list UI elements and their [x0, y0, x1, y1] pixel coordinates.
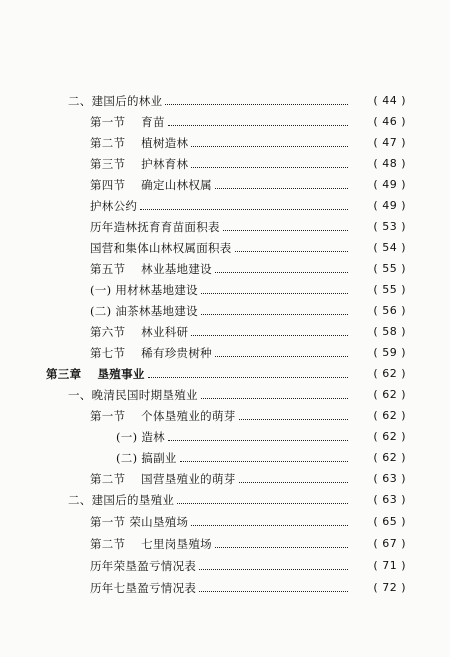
toc-entry-page: ( 58 )	[373, 325, 406, 338]
dot-leader	[191, 524, 348, 526]
toc-entry-label: 第一节 个体垦殖业的萌芽	[90, 409, 236, 423]
toc-entry-label: 历年造林抚育育苗面积表	[90, 220, 220, 234]
toc-entry-page: ( 55 )	[373, 283, 406, 296]
dot-leader	[215, 187, 348, 189]
toc-entry-page: ( 71 )	[373, 559, 406, 572]
toc-entry-label: 历年荣垦盈亏情况表	[90, 559, 197, 573]
toc-entry-page: ( 63 )	[373, 472, 406, 485]
toc-entry-label: 第六节 林业科研	[90, 325, 189, 339]
toc-entry	[0, 406, 450, 426]
dot-leader	[180, 460, 348, 462]
dot-leader	[215, 546, 348, 548]
dot-leader	[201, 397, 348, 399]
toc-entry-label: 历年七垦盈亏情况表	[90, 581, 197, 595]
dot-leader	[177, 502, 348, 504]
toc-entry	[0, 512, 450, 532]
toc-entry-page: ( 46 )	[373, 115, 406, 128]
toc-entry	[0, 469, 450, 489]
dot-leader	[199, 568, 348, 570]
toc-entry-page: ( 56 )	[373, 304, 406, 317]
toc-entry-label: 第二节 国营垦殖业的萌芽	[90, 472, 236, 486]
toc-entry	[0, 578, 450, 598]
dot-leader	[191, 334, 348, 336]
dot-leader	[235, 250, 348, 252]
toc-entry-label: 护林公约	[90, 199, 138, 213]
toc-entry	[0, 217, 450, 237]
toc-entry-label: 第三节 护林育林	[90, 157, 189, 171]
toc-entry	[0, 175, 450, 195]
toc-entry-page: ( 67 )	[373, 537, 406, 550]
dot-leader	[140, 208, 348, 210]
toc-entry	[0, 133, 450, 153]
toc-entry-page: ( 62 )	[373, 388, 406, 401]
toc-entry	[0, 259, 450, 279]
dot-leader	[191, 145, 348, 147]
toc-entry-page: ( 54 )	[373, 241, 406, 254]
toc-entry-label: 二、建国后的垦殖业	[68, 493, 175, 507]
toc-entry-label: (二) 搞副业	[116, 451, 177, 465]
toc-entry	[0, 490, 450, 510]
toc-entry-label: 第五节 林业基地建设	[90, 262, 212, 276]
toc-entry-page: ( 53 )	[373, 220, 406, 233]
dot-leader	[215, 355, 348, 357]
toc-entry-label: 第四节 确定山林权属	[90, 178, 212, 192]
toc-entry-page: ( 55 )	[373, 262, 406, 275]
toc-entry-label: 第二节 植树造林	[90, 136, 189, 150]
toc-entry	[0, 322, 450, 342]
toc-entry-page: ( 59 )	[373, 346, 406, 359]
toc-entry-label: (一) 用材林基地建设	[90, 283, 198, 297]
toc-entry	[0, 385, 450, 405]
toc-entry	[0, 301, 450, 321]
toc-entry-label: 第七节 稀有珍贵树种	[90, 346, 212, 360]
toc-entry	[0, 196, 450, 216]
toc-entry	[0, 427, 450, 447]
toc-entry-page: ( 62 )	[373, 367, 406, 380]
toc-entry-page: ( 49 )	[373, 178, 406, 191]
toc-entry-page: ( 62 )	[373, 451, 406, 464]
toc-entry-page: ( 48 )	[373, 157, 406, 170]
toc-entry-label: 一、晚清民国时期垦殖业	[68, 388, 198, 402]
toc-entry-page: ( 65 )	[373, 515, 406, 528]
dot-leader	[165, 103, 348, 105]
toc-entry-label: (一) 造林	[116, 430, 165, 444]
toc-entry-label: 二、建国后的林业	[68, 94, 163, 108]
toc-entry	[0, 154, 450, 174]
toc-entry-page: ( 63 )	[373, 493, 406, 506]
dot-leader	[201, 292, 348, 294]
dot-leader	[223, 229, 348, 231]
toc-entry-label: 第二节 七里岗垦殖场	[90, 537, 212, 551]
toc-entry-page: ( 62 )	[373, 430, 406, 443]
toc-entry-label: 国营和集体山林权属面积表	[90, 241, 232, 255]
toc-chapter-entry	[0, 364, 450, 384]
toc-entry	[0, 343, 450, 363]
toc-entry	[0, 556, 450, 576]
dot-leader	[239, 418, 348, 420]
dot-leader	[191, 166, 348, 168]
toc-entry-page: ( 44 )	[373, 94, 406, 107]
toc-entry	[0, 280, 450, 300]
toc-entry-page: ( 72 )	[373, 581, 406, 594]
toc-entry	[0, 448, 450, 468]
toc-entry-label: (二) 油茶林基地建设	[90, 304, 198, 318]
toc-entry	[0, 112, 450, 132]
dot-leader	[168, 124, 348, 126]
dot-leader	[168, 439, 348, 441]
toc-entry	[0, 238, 450, 258]
toc-entry-label: 第一节 荣山垦殖场	[90, 515, 189, 529]
toc-entry	[0, 91, 450, 111]
toc-entry-label: 第一节 育苗	[90, 115, 165, 129]
dot-leader	[148, 376, 348, 378]
dot-leader	[201, 313, 348, 315]
toc-entry-label: 第三章 垦殖事业	[46, 367, 145, 381]
dot-leader	[199, 590, 348, 592]
dot-leader	[239, 481, 348, 483]
toc-entry-page: ( 47 )	[373, 136, 406, 149]
toc-entry	[0, 534, 450, 554]
toc-entry-page: ( 62 )	[373, 409, 406, 422]
toc-entry-page: ( 49 )	[373, 199, 406, 212]
dot-leader	[215, 271, 348, 273]
